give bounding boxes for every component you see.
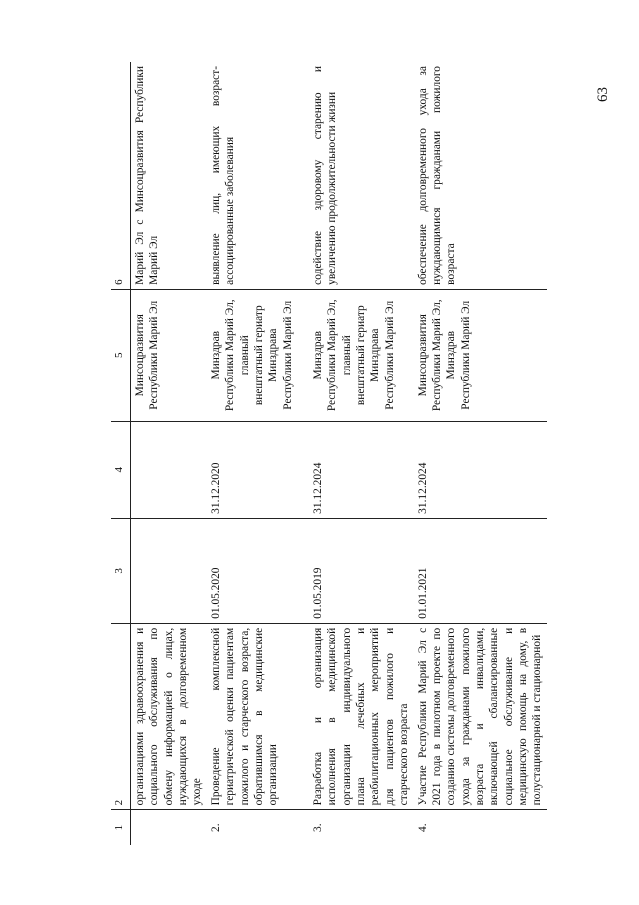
- end-date: 31.12.2020: [207, 421, 309, 518]
- expected-result: выявление лиц, имеющих возраст-ассоциированные заболевания: [207, 62, 309, 289]
- responsible: Минздрав Республики Марий Эл, главный внештатный гериатр Минздрава Республики Марий Эл: [207, 289, 309, 421]
- page-number: 63: [595, 87, 611, 102]
- header-col-3: 3: [111, 518, 131, 623]
- event-text: Проведение комплексной гериатрической оценки пациентам пожилого и старческого возраста, обратившимся в медицинские организации: [207, 623, 309, 810]
- header-col-2: 2: [111, 623, 131, 810]
- row-number: [131, 810, 208, 845]
- table-header-row: [111, 62, 131, 845]
- event-text: Участие Республики Марий Эл с 2021 года в пилотном проекте по созданию системы долговременного ухода за гражданами пожилого возраста и инвалидами, включающей сбалансированные социальное обслуживание и медицинскую помощь на дому, в полустационарной и стационарной: [414, 623, 547, 810]
- header-col-5: 5: [111, 289, 131, 421]
- responsible: Минздрав Республики Марий Эл, главный внештатный гериатр Минздрава Республики Марий Эл: [309, 289, 414, 421]
- start-date: [131, 518, 208, 623]
- expected-result: Марий Эл с Минсоцразвития Республики Марий Эл: [131, 62, 208, 289]
- table-row: [309, 62, 414, 845]
- event-text: Разработка и организация исполнения в медицинской организации индивидуального плана лечебных и реабилитационных мероприятий для пациентов пожилого и старческого возраста: [309, 623, 414, 810]
- event-text: организациями здравоохранения и социального обслуживания по обмену информацией о лицах, нуждающихся в долговременном уходе: [131, 623, 208, 810]
- start-date: 01.01.2021: [414, 518, 547, 623]
- responsible: Минсоцразвития Республики Марий Эл: [131, 289, 208, 421]
- start-date: 01.05.2019: [309, 518, 414, 623]
- start-date: 01.05.2020: [207, 518, 309, 623]
- end-date: 31.12.2024: [309, 421, 414, 518]
- rotated-page: [111, 62, 544, 845]
- table-row: [131, 62, 208, 845]
- row-number: 3.: [312, 823, 324, 832]
- end-date: [131, 421, 208, 518]
- expected-result: содействие здоровому старению и увеличению продолжительности жизни: [309, 62, 414, 289]
- row-number: 2.: [210, 823, 222, 832]
- end-date: 31.12.2024: [414, 421, 547, 518]
- header-col-1: 1: [111, 810, 131, 845]
- responsible: Минсоцразвития Республики Марий Эл, Минздрав Республики Марий Эл: [414, 289, 547, 421]
- measures-table: [111, 62, 547, 845]
- expected-result: обеспечение долговременного ухода за нуждающимися гражданами пожилого возраста: [414, 62, 547, 289]
- table-row: [414, 62, 547, 845]
- table-row: [207, 62, 309, 845]
- header-col-6: 6: [111, 62, 131, 289]
- header-col-4: 4: [111, 421, 131, 518]
- row-number: 4.: [416, 823, 429, 832]
